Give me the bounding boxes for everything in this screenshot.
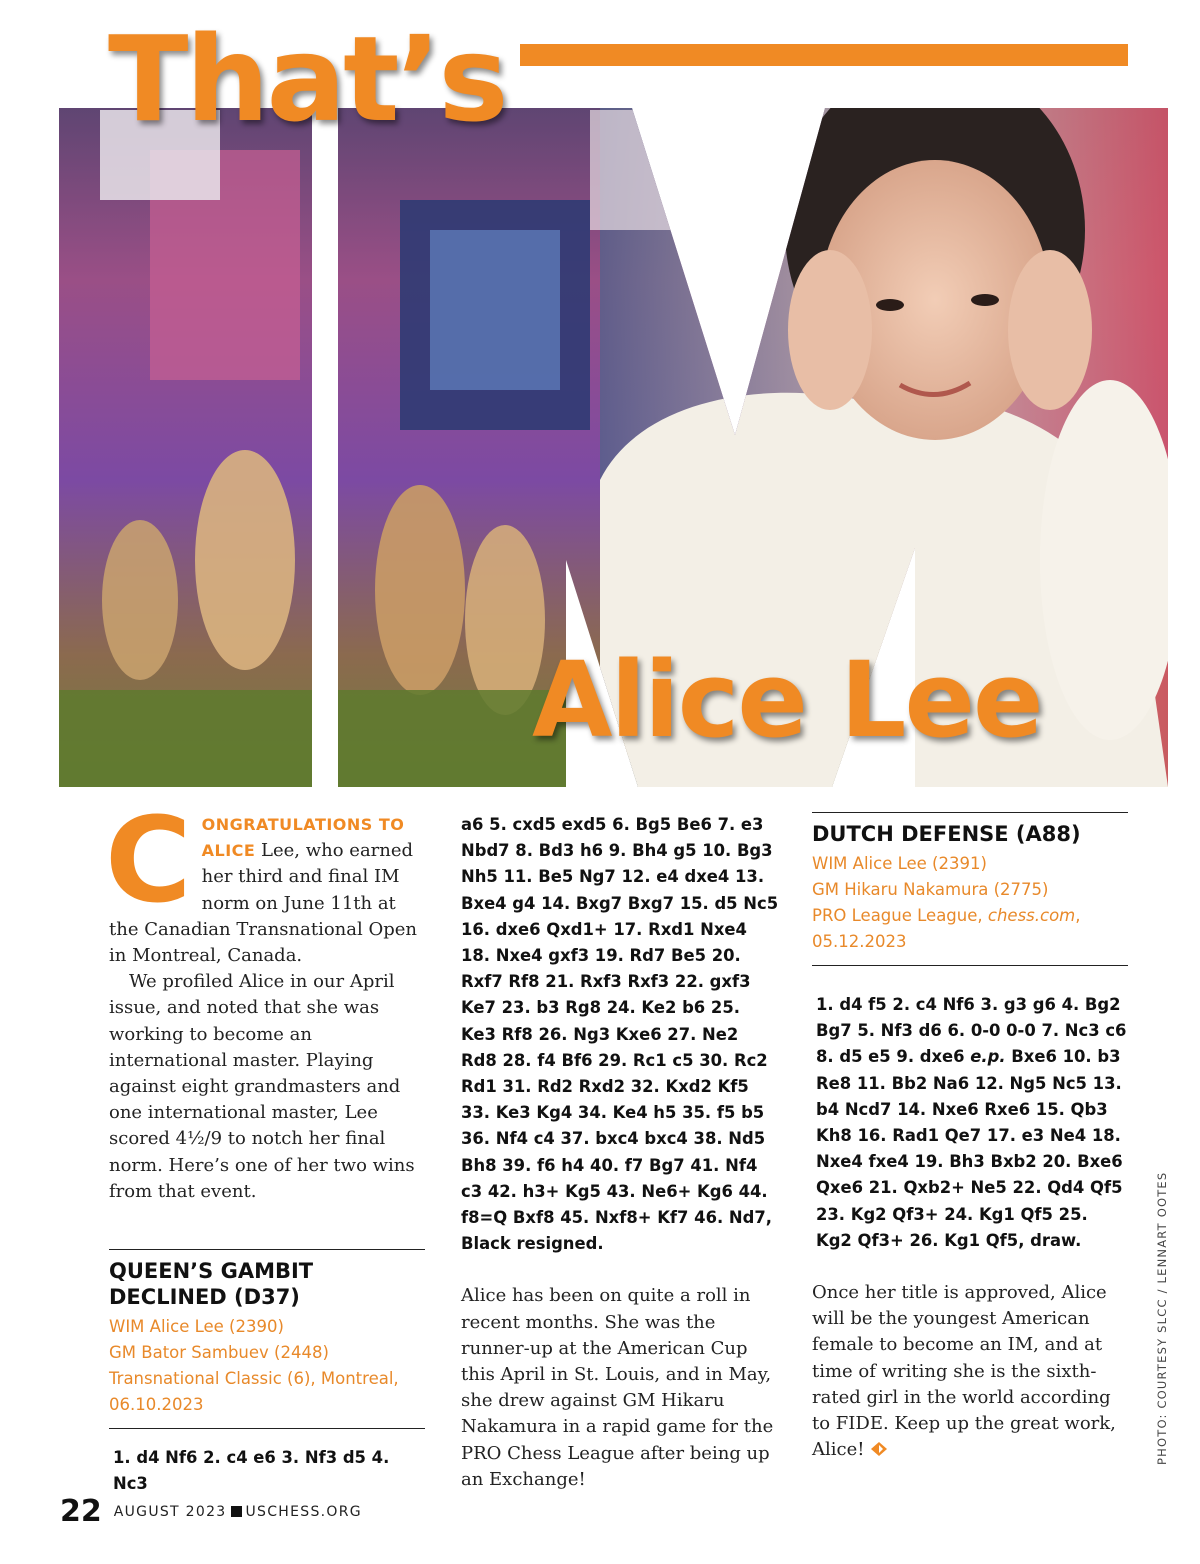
- page-number: 22: [60, 1494, 102, 1529]
- page-footer: [60, 1494, 362, 1529]
- article-paragraph-3: Alice has been on quite a roll in recent months. She was the runner-up at the American Cup this April in St. Louis, and in May, she drew against GM Hikaru Nakamura in a rapid game for the PRO Chess League after being up an Exchange!: [461, 1285, 774, 1490]
- drop-cap: C: [105, 791, 192, 929]
- column-3: [812, 812, 1128, 1463]
- lead-in: ONGRATULATIONS TO ALICE: [201, 815, 405, 861]
- footer-separator-icon: [231, 1506, 242, 1517]
- column-1: [105, 791, 425, 1497]
- title-accent-bar: [520, 44, 1128, 66]
- column-2: [461, 812, 779, 1493]
- headline-name: Alice Lee: [532, 639, 1042, 761]
- game-1-moves-start: 1. d4 Nf6 2. c4 e6 3. Nf3 d5 4. Nc3: [113, 1448, 390, 1494]
- uschess-end-mark-icon: [870, 1441, 888, 1457]
- game-2-event-name: PRO League League,: [812, 906, 988, 925]
- article-paragraph-2: We profiled Alice in our April issue, and noted that she was working to become an international master. Playing against eight grandmasters and one international master, Lee scored 4½/9 to notch her final norm. Here’s one of her two wins from that event.: [109, 971, 415, 1202]
- photo-credit: PHOTO: COURTESY SLCC / LENNART OOTES: [1155, 1171, 1169, 1465]
- game-2-event-comma: ,: [1075, 906, 1081, 925]
- article-paragraph-1: [105, 791, 425, 969]
- game-2-event-site: chess.com: [987, 906, 1076, 925]
- game-2-event: [812, 903, 1128, 929]
- game-2-white: WIM Alice Lee (2391): [812, 854, 987, 873]
- paragraph-4-text: Once her title is approved, Alice will be the youngest American female to become an IM, and at time of writing she is the sixth-rated girl in the world according to FIDE. Keep up the great work, Alice!: [812, 1282, 1116, 1461]
- footer-issue: AUGUST 2023: [113, 1503, 227, 1520]
- article-paragraph-4: [812, 1280, 1128, 1463]
- game-2-header: [812, 812, 1128, 966]
- game-2-moves-part-2: Bxe6 10. b3 Re8 11. Bb2 Na6 12. Ng5 Nc5 13. b4 Ncd7 14. Nxe6 Rxe6 15. Qb3 Kh8 16. Rad1 Qe7 17. e3 Ne4 18. Nxe4 fxe4 19. Bh3 Bxb2 20. Bxe6 Qxe6 21. Qxb2+ Ne5 22. Qd4 Qf5 23. Kg2 Qf3+ 24. Kg1 Qf5 25. Kg2 Qf3+ 26. Kg1 Qf5, draw.: [816, 1047, 1123, 1250]
- game-1-black: GM Bator Sambuev (2448): [109, 1343, 329, 1363]
- game-2-moves: [812, 992, 1128, 1254]
- game-2-moves-ep: e.p.: [970, 1047, 1006, 1067]
- game-1-white: WIM Alice Lee (2390): [109, 1317, 284, 1337]
- game-1-title: QUEEN’S GAMBIT DECLINED (D37): [109, 1259, 314, 1310]
- game-2-title: DUTCH DEFENSE (A88): [812, 822, 1081, 846]
- game-2-moves-part-1: 1. d4 f5 2. c4 Nf6 3. g3 g6 4. Bg2 Bg7 5. Nf3 d6 6. 0-0 0-0 7. Nc3 c6 8. d5 e5 9. dxe6: [816, 995, 1127, 1067]
- game-2-date: 05.12.2023: [812, 932, 907, 951]
- game-1-header: [109, 1249, 425, 1429]
- game-1-moves: a6 5. cxd5 exd5 6. Bg5 Be6 7. e3 Nbd7 8. Bd3 h6 9. Bh4 g5 10. Bg3 Nh5 11. Be5 Ng7 12. e4 dxe4 13. Bxe4 g4 14. Bxg7 Bxg7 15. d5 Nc5 16. dxe6 Qxd1+ 17. Rxd1 Nxe4 18. Nxe4 gxf3 19. Rd7 Be5 20. Rxf7 Rf8 21. Rxf3 Rxf3 22. gxf3 Ke7 23. b3 Rg8 24. Ke2 b6 25. Ke3 Rf8 26. Ng3 Kxe6 27. Ne2 Rd8 28. f4 Bf6 29. Rc1 c5 30. Rc2 Rd1 31. Rd2 Rxd2 32. Kxd2 Kf5 33. Ke3 Kg4 34. Ke4 h5 35. f5 b5 36. Nf4 c4 37. bxc4 bxc4 38. Nd5 Bh8 39. f6 h4 40. f7 Bg7 41. Nf4 c3 42. h3+ Kg5 43. Ne6+ Kg6 44. f8=Q Bxf8 45. Nxf8+ Kf7 46. Nd7, Black resigned.: [461, 815, 779, 1254]
- game-1-event: Transnational Classic (6), Montreal, 06.10.2023: [109, 1369, 399, 1415]
- headline-thats: That’s: [108, 10, 506, 148]
- paragraph-1-text: Lee, who earned her third and final IM norm on June 11th at the Canadian Transnational Open in Montreal, Canada.: [109, 840, 418, 967]
- game-2-black: GM Hikaru Nakamura (2775): [812, 880, 1049, 899]
- footer-site: USCHESS.ORG: [245, 1503, 362, 1520]
